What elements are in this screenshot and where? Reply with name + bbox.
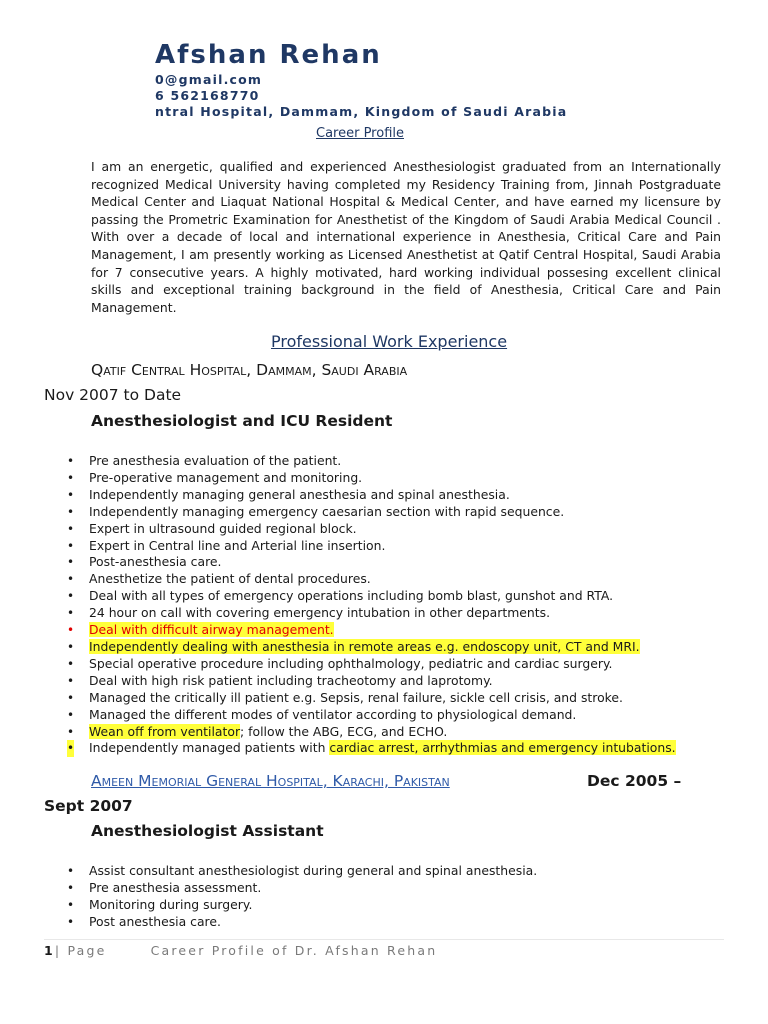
list-item: • Independently managing general anesthesia and spinal anesthesia. (67, 486, 510, 502)
bullet-icon: • (67, 470, 75, 485)
list-item: • 24 hour on call with covering emergency intubation in other departments. (67, 605, 551, 621)
job-title: Anesthesiologist Assistant (91, 822, 324, 840)
bullet-icon: • (67, 454, 75, 468)
page-footer (44, 943, 437, 958)
phone-text: 6 562168770 (155, 88, 260, 103)
job-title: Anesthesiologist and ICU Resident (91, 412, 393, 430)
bullet-icon: • (67, 504, 75, 519)
bullet-icon: • (67, 639, 75, 654)
bullet-icon: • (67, 572, 75, 587)
list-item: • Pre anesthesia assessment. (67, 879, 262, 895)
duties-list (67, 863, 537, 931)
list-item: • Pre-operative management and monitoring. (67, 469, 363, 485)
employment-dates-start: Dec 2005 – (587, 772, 682, 790)
list-item-partially-highlighted: • Wean off from ventilator; follow the ABG, ECG, and ECHO. (67, 723, 448, 739)
bullet-icon: • (67, 487, 75, 502)
bullet-icon: • (67, 914, 75, 929)
footer-document-title: Career Profile of Dr. Afshan Rehan (150, 943, 438, 958)
employer-name: Qatif Central Hospital, Dammam, Saudi Arabia (91, 361, 408, 379)
bullet-icon: • (67, 555, 75, 570)
bullet-icon: • (67, 673, 75, 688)
bullet-icon: • (67, 897, 75, 912)
page-number: 1 (44, 943, 55, 958)
employment-dates: Nov 2007 to Date (44, 386, 182, 404)
list-item: • Post anesthesia care. (67, 913, 221, 929)
career-profile-summary: I am an energetic, qualified and experienced Anesthesiologist graduated from an Internationally recognized Medical University having completed my Residency Training from, Jinnah Postgraduate Medical Center and Liaquat National Hospital & Medical Center, and have earned my licensure by passing the Prometric Examination for Anesthetist of the Kingdom of Saudi Arabia Medical Council . With over a decade of local and international experience in Anesthesia, Critical Care and Pain Management, I am presently working as Licensed Anesthetist at Qatif Central Hospital, Saudi Arabia for 7 consecutive years. A highly motivated, hard working individual possesing excellent clinical skills and exceptional training background in the field of Anesthesia, Critical Care and Pain Management. (91, 159, 721, 315)
bullet-icon: • (67, 606, 75, 621)
bullet-icon: • (67, 623, 75, 638)
page-label: | Page (54, 943, 107, 958)
career-profile-heading: Career Profile (316, 126, 404, 141)
list-item: • Expert in ultrasound guided regional block. (67, 520, 357, 536)
bullet-icon: • (67, 656, 75, 671)
list-item: • Post-anesthesia care. (67, 554, 222, 570)
bullet-icon: • (67, 589, 75, 604)
address-text: ntral Hospital, Dammam, Kingdom of Saudi Arabia (155, 104, 568, 119)
list-item: • Independently managing emergency caesarian section with rapid sequence. (67, 503, 565, 519)
list-item-highlighted: • Deal with difficult airway management. (67, 622, 334, 638)
list-item: • Monitoring during surgery. (67, 896, 253, 912)
employment-dates-end: Sept 2007 (44, 797, 133, 815)
footer-divider (44, 939, 724, 940)
bullet-icon: • (67, 690, 75, 705)
bullet-icon: • (67, 521, 75, 536)
list-item: • Expert in Central line and Arterial line insertion. (67, 537, 386, 553)
list-item: • Anesthetize the patient of dental procedures. (67, 571, 371, 587)
bullet-icon: • (67, 707, 75, 722)
list-item: • Managed the critically ill patient e.g. Sepsis, renal failure, sickle cell crisis, and stroke. (67, 689, 623, 705)
list-item-partially-highlighted: • Independently managed patients with cardiac arrest, arrhythmias and emergency intubations. (67, 740, 676, 756)
bullet-icon: • (67, 741, 75, 756)
list-item: • Special operative procedure including ophthalmology, pediatric and cardiac surgery. (67, 655, 613, 671)
list-item: • Pre anesthesia evaluation of the patient. (67, 453, 342, 468)
list-item: • Deal with high risk patient including tracheotomy and laprotomy. (67, 672, 493, 688)
employer-name-link[interactable]: Ameen Memorial General Hospital, Karachi, Pakistan (91, 772, 450, 790)
email-text: 0@gmail.com (155, 72, 263, 87)
bullet-icon: • (67, 538, 75, 553)
list-item: • Deal with all types of emergency operations including bomb blast, gunshot and RTA. (67, 588, 614, 604)
list-item: • Managed the different modes of ventilator according to physiological demand. (67, 706, 577, 722)
candidate-name: Afshan Rehan (155, 40, 382, 70)
bullet-icon: • (67, 880, 75, 895)
duties-list (67, 453, 676, 757)
list-item: • Assist consultant anesthesiologist during general and spinal anesthesia. (67, 863, 538, 878)
list-item-highlighted: • Independently dealing with anesthesia in remote areas e.g. endoscopy unit, CT and MRI. (67, 638, 640, 654)
bullet-icon: • (67, 724, 75, 739)
bullet-icon: • (67, 864, 75, 878)
work-experience-heading: Professional Work Experience (271, 332, 508, 351)
